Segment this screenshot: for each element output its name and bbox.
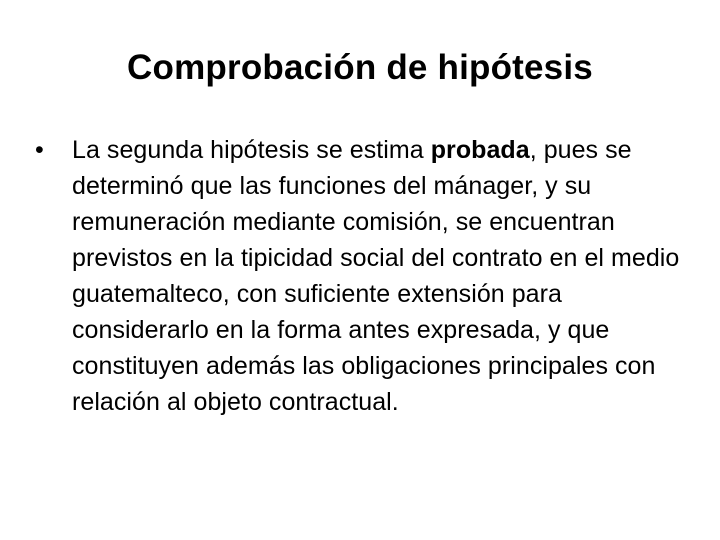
bullet-item	[34, 132, 684, 420]
bullet-text	[72, 132, 684, 420]
bullet-text-after-bold: , pues se determinó que las funciones del mánager, y su remuneración mediante comisión, se encuentran previstos en la tipicidad social del contrato en el medio guatemalteco, con suficiente extensión para considerarlo en la forma antes expresada, y que constituyen además las obligaciones principales con relación al objeto contractual.	[72, 136, 680, 416]
bullet-marker: •	[35, 136, 44, 164]
slide-title: Comprobación de hipótesis	[127, 48, 593, 87]
bullet-text-before-bold: La segunda hipótesis se estima	[72, 136, 431, 164]
bullet-bold-word: probada	[430, 136, 530, 164]
slide-content	[34, 132, 684, 420]
